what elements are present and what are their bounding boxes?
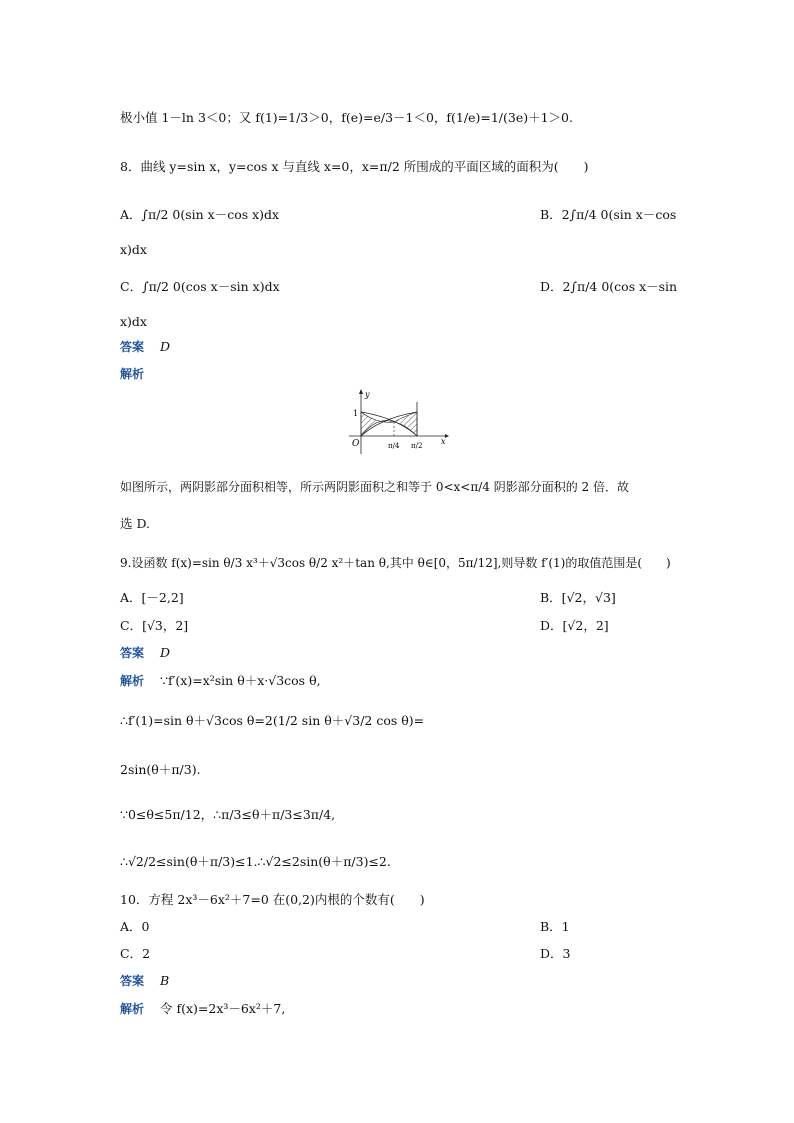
shaded-area-figure [345, 388, 450, 458]
q10-option-d: D．3 [540, 946, 571, 961]
analysis-8-label [120, 366, 144, 382]
q9-option-b: B．[√2，√3] [540, 590, 616, 605]
answer-10-value: B [160, 973, 170, 988]
q9-option-c: C．[√3，2] [120, 618, 189, 633]
one-label: 1 [353, 409, 359, 418]
analysis-9-text-1: ∵f′(x)=x²sin θ＋x·√3cos θ, [160, 673, 321, 688]
question-10: 10．方程 2x³－6x²＋7=0 在(0,2)内根的个数有( ) [120, 892, 425, 907]
origin-label: O [352, 439, 360, 449]
analysis-label: 解析 [120, 1002, 145, 1016]
analysis-9-line-2: ∴f′(1)=sin θ＋√3cos θ=2(1/2 sin θ＋√3/2 cos θ)= [120, 713, 425, 728]
analysis-label: 解析 [120, 367, 145, 381]
q10-option-b: B．1 [540, 919, 570, 934]
tick-pi-over-2: π/2 [411, 442, 423, 450]
answer-label: 答案 [120, 974, 145, 988]
x-axis-arrow [445, 434, 449, 438]
q8-option-a: A．∫π/2 0(sin x－cos x)dx [120, 207, 280, 222]
answer-9-value: D [160, 645, 171, 660]
answer-label: 答案 [120, 340, 145, 354]
analysis-8-line-2: 选 D. [120, 516, 151, 531]
answer-8 [120, 339, 170, 355]
shaded-region-right [394, 412, 417, 436]
answer-10 [120, 973, 169, 989]
q8-option-d: D．2∫π/4 0(cos x－sin [540, 279, 678, 294]
analysis-8-line-1: 如图所示，两阴影部分面积相等，所示两阴影面积之和等于 0<x<π/4 阴影部分面积的 2 倍．故 [120, 480, 629, 494]
q8-option-b-cont: x)dx [120, 242, 147, 257]
x-label: x [441, 437, 446, 446]
answer-9 [120, 645, 170, 661]
text-line-1: 极小值 1－ln 3＜0；又 f(1)=1/3＞0，f(e)=e/3－1＜0，f(1/e)=1/(3e)＋1＞0. [120, 110, 573, 125]
analysis-label: 解析 [120, 674, 145, 688]
analysis-9-line-3: 2sin(θ＋π/3). [120, 762, 201, 777]
analysis-9-line-4: ∵0≤θ≤5π/12，∴π/3≤θ＋π/3≤3π/4, [120, 807, 336, 822]
y-axis-arrow [359, 389, 363, 394]
q9-option-a: A．[－2,2] [120, 590, 184, 605]
tick-pi-over-4: π/4 [388, 442, 400, 450]
q8-option-c: C．∫π/2 0(cos x－sin x)dx [120, 279, 280, 294]
q10-option-a: A．0 [120, 919, 150, 934]
q8-option-d-cont: x)dx [120, 314, 147, 329]
question-8: 8．曲线 y=sin x，y=cos x 与直线 x=0，x=π/2 所围成的平面区域的面积为( ) [120, 159, 589, 174]
answer-8-value: D [160, 339, 171, 354]
analysis-10-text-1: 令 f(x)=2x³－6x²＋7, [160, 1001, 286, 1016]
q8-option-b: B．2∫π/4 0(sin x－cos [540, 207, 677, 222]
answer-label: 答案 [120, 646, 145, 660]
analysis-9-line-5: ∴√2/2≤sin(θ＋π/3)≤1.∴√2≤2sin(θ＋π/3)≤2. [120, 854, 391, 869]
q9-option-d: D．[√2，2] [540, 618, 609, 633]
analysis-9-line-1 [120, 673, 321, 689]
y-label: y [365, 390, 370, 399]
analysis-10-line-1 [120, 1001, 285, 1017]
question-9: 9.设函数 f(x)=sin θ/3 x³＋√3cos θ/2 x²＋tan θ,其中 θ∈[0，5π/12],则导数 f′(1)的取值范围是( ) [120, 556, 671, 570]
q10-option-c: C．2 [120, 946, 151, 961]
